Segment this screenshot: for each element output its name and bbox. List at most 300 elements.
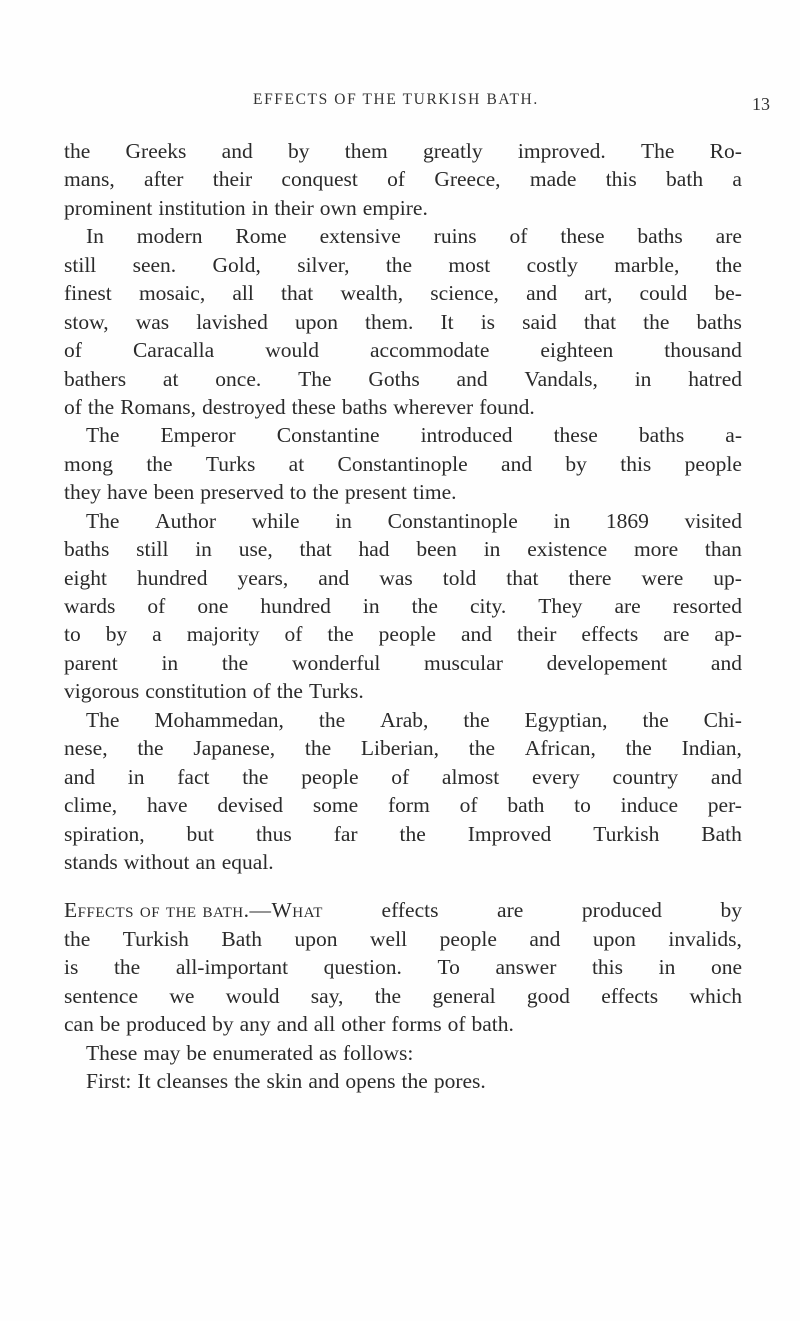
word: and: [276, 1012, 308, 1037]
text-line: [64, 925, 742, 953]
word: the: [221, 650, 249, 675]
word: visited: [684, 508, 742, 533]
word: the: [468, 736, 496, 761]
text-line: [64, 592, 742, 620]
word: bath.: [471, 1012, 514, 1037]
word: It: [440, 309, 454, 334]
word: The: [298, 366, 332, 391]
text-line: [64, 896, 742, 924]
text-line: [64, 848, 742, 876]
word: say,: [310, 983, 344, 1008]
word: nese,: [64, 736, 108, 761]
word: seen.: [132, 252, 177, 277]
word: these: [560, 224, 605, 249]
word: The: [640, 139, 675, 163]
word: that: [506, 565, 539, 590]
word: Emperor: [160, 423, 236, 448]
word: mans,: [64, 167, 115, 192]
word: It: [137, 1069, 151, 1093]
word: Vandals,: [524, 366, 598, 391]
word: They: [538, 594, 583, 618]
word: in: [161, 650, 179, 675]
word: without: [123, 849, 190, 874]
word: this: [591, 955, 624, 980]
word: parent: [64, 650, 118, 675]
word: the: [276, 679, 303, 704]
word: devised: [217, 793, 284, 818]
word: lavished: [196, 309, 268, 334]
word: the: [642, 707, 669, 732]
word: in: [127, 764, 145, 789]
word: stow,: [64, 309, 109, 334]
word: they: [64, 480, 102, 505]
text-line: [64, 165, 742, 193]
word: of: [391, 764, 410, 789]
word: that: [299, 537, 332, 562]
word: but: [186, 821, 215, 846]
word: use,: [238, 537, 273, 562]
word: destroyed: [202, 394, 286, 419]
word: and: [710, 764, 742, 789]
word: effects: [581, 622, 639, 647]
body-text: [64, 137, 742, 1095]
word: Mohammedan,: [154, 707, 284, 732]
word: the: [643, 309, 670, 334]
word: may: [143, 1040, 181, 1065]
word: in: [483, 537, 501, 562]
word: still: [136, 537, 169, 562]
word: The: [86, 423, 120, 448]
word: mong: [64, 451, 113, 476]
word: Bath: [221, 926, 263, 951]
word: that: [281, 281, 314, 306]
word: induce: [620, 793, 678, 818]
word: Arab,: [380, 707, 429, 732]
word: effects: [381, 898, 439, 923]
word: vigorous: [64, 679, 140, 704]
word: there: [568, 565, 612, 590]
word: baths: [341, 394, 388, 419]
word: and: [318, 565, 350, 590]
word: ruins: [433, 224, 477, 249]
text-line: [64, 507, 742, 535]
running-head: EFFECTS OF THE TURKISH BATH.: [253, 91, 539, 108]
text-line: [64, 1039, 742, 1067]
word: most: [448, 252, 491, 277]
word: question.: [323, 955, 402, 980]
word: and: [64, 764, 96, 789]
word: their: [274, 195, 314, 220]
word: extensive: [319, 224, 401, 249]
word: Ro-: [709, 139, 742, 163]
word: accommodate: [369, 338, 490, 363]
word: Constantine: [276, 423, 380, 448]
word: in: [634, 366, 652, 391]
word: resorted: [672, 594, 742, 618]
word: while: [251, 508, 300, 533]
word: ap-: [714, 622, 742, 647]
word: the: [625, 736, 652, 761]
word: Turkish: [122, 926, 189, 951]
word: is: [480, 309, 496, 334]
word: an: [195, 849, 216, 874]
word: baths: [696, 309, 742, 334]
word: wards: [64, 594, 116, 618]
word: mosaic,: [138, 281, 206, 306]
word: are: [663, 622, 690, 647]
word: fact: [177, 764, 210, 789]
word: by: [565, 451, 587, 476]
word: finest: [64, 281, 112, 306]
word: Gold,: [212, 252, 261, 277]
word: clime,: [64, 793, 118, 818]
word: These: [86, 1040, 138, 1065]
word: marble,: [614, 252, 680, 277]
word: and: [456, 366, 488, 391]
word: enumerated: [212, 1040, 313, 1065]
word: prominent: [64, 195, 153, 220]
text-line: [64, 222, 742, 250]
word: would: [225, 983, 280, 1008]
word: art,: [584, 281, 613, 306]
word: by: [287, 139, 310, 163]
word: existence: [527, 537, 608, 562]
text-line: [64, 478, 742, 506]
word: be-: [714, 281, 742, 306]
word: people: [684, 451, 742, 476]
word: thousand: [664, 338, 742, 363]
word: upon: [294, 309, 338, 334]
word: skin: [266, 1069, 303, 1093]
word: a: [152, 622, 162, 647]
word: in: [658, 955, 676, 980]
text-line: [64, 421, 742, 449]
word: at: [162, 366, 179, 391]
section-heading: Effects of the bath.—What: [64, 898, 323, 923]
word: effects: [601, 983, 659, 1008]
word: the: [318, 707, 346, 732]
word: and: [221, 139, 253, 163]
text-line: [64, 194, 742, 222]
word: made: [529, 167, 577, 192]
word: have: [146, 793, 188, 818]
word: their: [516, 622, 557, 647]
word: are: [614, 594, 641, 618]
word: of: [387, 167, 406, 192]
word: of: [284, 622, 303, 647]
word: Improved: [467, 821, 552, 846]
word: the: [137, 736, 164, 761]
word: bath: [507, 793, 545, 818]
word: Author: [155, 508, 217, 533]
word: we: [169, 983, 195, 1008]
word: conquest: [281, 167, 358, 192]
word: them.: [365, 309, 414, 334]
word: sentence: [64, 983, 139, 1008]
word: answer: [495, 955, 557, 980]
word: people: [301, 764, 359, 789]
word: Rome: [235, 224, 287, 249]
word: own: [319, 195, 357, 220]
word: of: [459, 793, 478, 818]
word: a-: [725, 423, 742, 448]
word: still: [64, 252, 97, 277]
word: Turks.: [308, 679, 364, 704]
word: invalids,: [668, 926, 742, 951]
word: majority: [186, 622, 260, 647]
word: Turks: [205, 451, 256, 476]
word: after: [144, 167, 184, 192]
word: their: [212, 167, 253, 192]
word: the: [327, 622, 354, 647]
word: be: [99, 1012, 121, 1037]
word: Liberian,: [360, 736, 440, 761]
word: Japanese,: [193, 736, 276, 761]
word: Goths: [368, 366, 420, 391]
word: constitution: [145, 679, 247, 704]
text-line: [64, 706, 742, 734]
word: and: [460, 622, 492, 647]
word: in: [251, 195, 269, 220]
word: the: [64, 139, 91, 163]
word: good: [526, 983, 570, 1008]
word: of: [64, 338, 82, 363]
word: the: [64, 926, 91, 951]
word: of: [147, 594, 166, 618]
word: institution: [158, 195, 246, 220]
text-line: [64, 763, 742, 791]
word: To: [437, 955, 460, 980]
text-line: [64, 336, 742, 364]
word: and: [308, 1069, 340, 1093]
word: Egyptian,: [524, 707, 608, 732]
word: bath: [666, 167, 704, 192]
word: modern: [136, 224, 203, 249]
text-line: [64, 1010, 742, 1038]
text-line: [64, 982, 742, 1010]
word: city.: [469, 594, 507, 618]
word: one: [710, 955, 742, 980]
word: in: [553, 508, 571, 533]
word: other: [341, 1012, 386, 1037]
word: the: [411, 594, 438, 618]
word: wealth,: [340, 281, 404, 306]
word: are: [715, 224, 742, 249]
word: people: [439, 926, 497, 951]
text-line: [64, 791, 742, 819]
word: by: [212, 1012, 234, 1037]
word: bathers: [64, 366, 127, 391]
text-line: [64, 677, 742, 705]
word: could: [639, 281, 688, 306]
word: Constantinople: [387, 508, 518, 533]
word: costly: [526, 252, 578, 277]
word: the: [312, 480, 339, 505]
word: far: [333, 821, 358, 846]
word: the: [87, 394, 115, 419]
word: produced: [126, 1012, 207, 1037]
text-line: [64, 251, 742, 279]
word: the: [146, 451, 173, 476]
word: Caracalla: [132, 338, 215, 363]
word: some: [312, 793, 359, 818]
word: the: [385, 252, 413, 277]
word: all: [313, 1012, 336, 1037]
text-line: [64, 137, 742, 165]
word: years,: [237, 565, 289, 590]
text-line: [64, 1067, 742, 1095]
word: of: [252, 679, 271, 704]
text-line: [64, 820, 742, 848]
word: eighteen: [540, 338, 614, 363]
word: general: [432, 983, 496, 1008]
text-line: [64, 393, 742, 421]
word: developement: [546, 650, 668, 675]
word: of: [447, 1012, 466, 1037]
text-line: [64, 365, 742, 393]
word: by: [720, 898, 742, 923]
word: in: [195, 537, 212, 562]
word: silver,: [297, 252, 350, 277]
word: them: [344, 139, 388, 163]
word: time.: [412, 480, 457, 505]
word: Bath: [701, 821, 742, 846]
word: at: [288, 451, 305, 476]
word: in: [362, 594, 380, 618]
word: Chi-: [703, 707, 742, 732]
word: greatly: [422, 139, 483, 163]
text-line: [64, 564, 742, 592]
word: improved.: [517, 139, 606, 163]
word: been: [153, 480, 195, 505]
word: the: [401, 1069, 428, 1093]
word: stands: [64, 849, 118, 874]
word: to: [64, 622, 81, 647]
word: had: [358, 537, 390, 562]
word: been: [416, 537, 457, 562]
word: the: [715, 252, 742, 277]
word: upon: [592, 926, 636, 951]
text-line: [64, 535, 742, 563]
word: the: [399, 821, 426, 846]
word: would: [265, 338, 319, 363]
word: thus: [255, 821, 292, 846]
word: of: [509, 224, 528, 249]
word: baths: [637, 224, 683, 249]
word: Constantinople: [337, 451, 468, 476]
word: equal.: [221, 849, 274, 874]
word: hundred: [137, 565, 208, 590]
word: be: [186, 1040, 207, 1065]
word: and: [501, 451, 533, 476]
section-gap: [64, 876, 742, 896]
word: can: [64, 1012, 94, 1037]
word: Greeks: [125, 139, 187, 163]
text-line: [64, 308, 742, 336]
word: these: [291, 394, 336, 419]
text-line: [64, 450, 742, 478]
word: country: [612, 764, 679, 789]
word: preserved: [200, 480, 284, 505]
word: any: [239, 1012, 271, 1037]
word: the: [234, 1069, 261, 1093]
word: the: [463, 707, 490, 732]
word: is: [64, 955, 79, 980]
word: introduced: [420, 423, 513, 448]
word: wherever: [393, 394, 474, 419]
word: 1869: [605, 508, 649, 533]
word: in: [335, 508, 352, 533]
word: all: [232, 281, 254, 306]
word: people: [378, 622, 436, 647]
word: In: [86, 224, 104, 249]
word: every: [532, 764, 580, 789]
word: opens: [345, 1069, 396, 1093]
word: muscular: [424, 650, 503, 675]
word: these: [553, 423, 598, 448]
text-line: [64, 734, 742, 762]
word: to: [289, 480, 307, 505]
word: have: [107, 480, 148, 505]
word: are: [497, 898, 524, 923]
word: eight: [64, 565, 107, 590]
word: said: [522, 309, 557, 334]
word: this: [620, 451, 652, 476]
word: Turkish: [593, 821, 660, 846]
word: The: [86, 508, 120, 533]
word: to: [574, 793, 591, 818]
word: empire.: [362, 195, 428, 220]
word: was: [135, 309, 170, 334]
text-line: [64, 279, 742, 307]
word: per-: [707, 793, 742, 818]
word: First:: [86, 1069, 132, 1093]
word: wonderful: [291, 650, 381, 675]
word: one: [197, 594, 229, 618]
word: spiration,: [64, 821, 145, 846]
word: produced: [581, 898, 662, 923]
word: was: [379, 565, 413, 590]
word: by: [105, 622, 128, 647]
word: African,: [524, 736, 596, 761]
word: as: [318, 1040, 337, 1065]
word: that: [583, 309, 617, 334]
word: hundred: [260, 594, 331, 618]
word: Romans,: [120, 394, 197, 419]
word: this: [605, 167, 637, 192]
word: were: [641, 565, 684, 590]
page-number: 13: [752, 94, 770, 114]
text-line: [64, 620, 742, 648]
word: a: [732, 167, 742, 192]
word: present: [344, 480, 407, 505]
word: baths: [64, 537, 110, 562]
word: pores.: [433, 1069, 486, 1093]
word: almost: [441, 764, 500, 789]
word: all-important: [175, 955, 289, 980]
word: and: [710, 650, 742, 675]
word: Indian,: [681, 736, 742, 761]
word: which: [689, 983, 742, 1008]
word: of: [64, 394, 82, 419]
word: Greece,: [434, 167, 501, 192]
word: found.: [479, 394, 535, 419]
word: told: [442, 565, 477, 590]
word: science,: [430, 281, 499, 306]
word: more: [633, 537, 679, 562]
word: up-: [713, 565, 742, 590]
word: and: [529, 926, 561, 951]
